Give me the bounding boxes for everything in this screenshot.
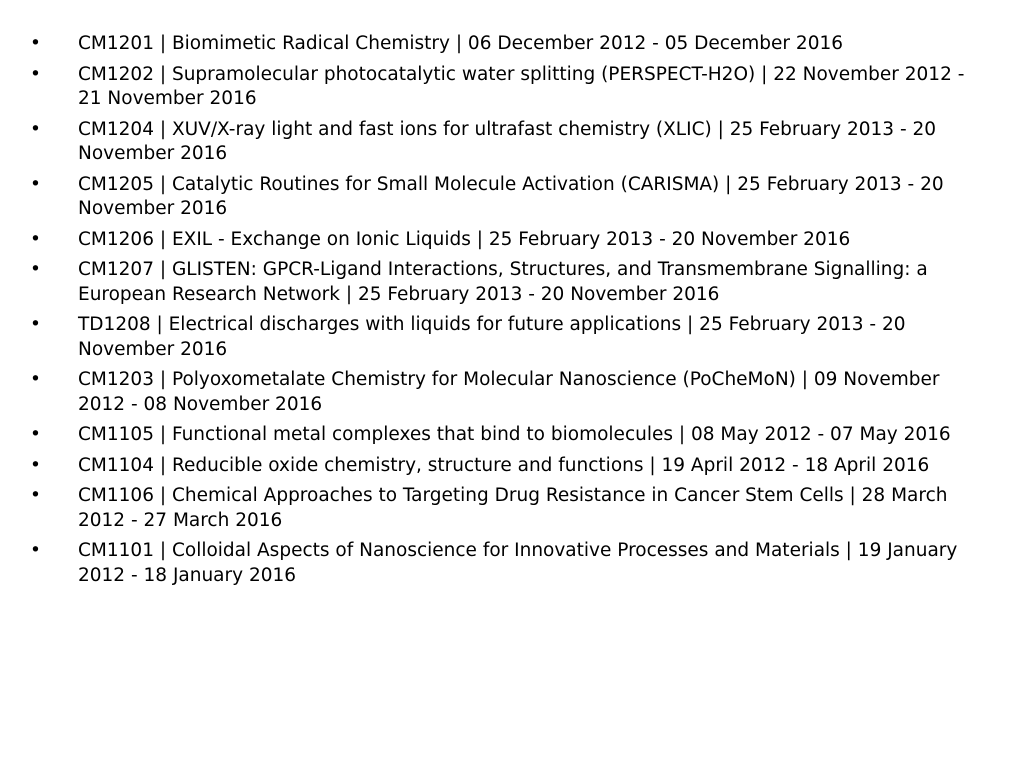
bullet-icon: • — [30, 454, 41, 476]
list-item — [30, 118, 990, 167]
bullet-icon: • — [30, 228, 41, 250]
bullet-icon: • — [30, 485, 41, 506]
bullet-icon: • — [30, 259, 41, 280]
list-item — [30, 454, 990, 479]
list-item-text: CM1104 | Reducible oxide chemistry, structure and functions | 19 April 2012 - 18 April 2016 — [78, 454, 930, 476]
bullet-icon: • — [30, 314, 41, 335]
list-item-text: CM1202 | Supramolecular photocatalytic water splitting (PERSPECT-H2O) | 22 November 2012 - 21 November 2016 — [78, 63, 965, 109]
list-item — [30, 258, 990, 307]
list-item — [30, 368, 990, 417]
list-item — [30, 173, 990, 222]
bullet-icon: • — [30, 33, 41, 54]
list-item-text: TD1208 | Electrical discharges with liquids for future applications | 25 February 2013 - 20 November 2016 — [78, 314, 906, 360]
list-item-text: CM1206 | EXIL - Exchange on Ionic Liquids | 25 February 2013 - 20 November 2016 — [78, 228, 851, 250]
action-list — [30, 32, 990, 594]
bullet-icon: • — [30, 424, 41, 445]
list-item — [30, 228, 990, 253]
list-item — [30, 63, 990, 112]
list-item-text: CM1205 | Catalytic Routines for Small Molecule Activation (CARISMA) | 25 February 2013 - 20 November 2016 — [78, 173, 944, 219]
bullet-icon: • — [30, 369, 41, 390]
bullet-icon: • — [30, 118, 41, 140]
list-item-text: CM1201 | Biomimetic Radical Chemistry | 06 December 2012 - 05 December 2016 — [78, 33, 844, 54]
list-item-text: CM1106 | Chemical Approaches to Targeting Drug Resistance in Cancer Stem Cells | 28 March 2012 - 27 March 2016 — [78, 485, 948, 531]
list-item-text: CM1207 | GLISTEN: GPCR-Ligand Interactions, Structures, and Transmembrane Signalling: a European Research Network | 25 February 2013 - 20 November 2016 — [78, 259, 928, 305]
list-item-text: CM1204 | XUV/X-ray light and fast ions for ultrafast chemistry (XLIC) | 25 February 2013 - 20 November 2016 — [78, 118, 937, 164]
bullet-icon: • — [30, 173, 41, 195]
bullet-icon: • — [30, 540, 41, 561]
bullet-icon: • — [30, 63, 41, 85]
list-item — [30, 313, 990, 362]
list-item — [30, 484, 990, 533]
list-item — [30, 423, 990, 448]
list-item — [30, 539, 990, 588]
list-item — [30, 32, 990, 57]
list-item-text: CM1203 | Polyoxometalate Chemistry for Molecular Nanoscience (PoCheMoN) | 09 November 2012 - 08 November 2016 — [78, 369, 940, 415]
list-item-text: CM1101 | Colloidal Aspects of Nanoscience for Innovative Processes and Materials | 19 January 2012 - 18 January 2016 — [78, 540, 958, 586]
list-item-text: CM1105 | Functional metal complexes that bind to biomolecules | 08 May 2012 - 07 May 2016 — [78, 424, 951, 445]
